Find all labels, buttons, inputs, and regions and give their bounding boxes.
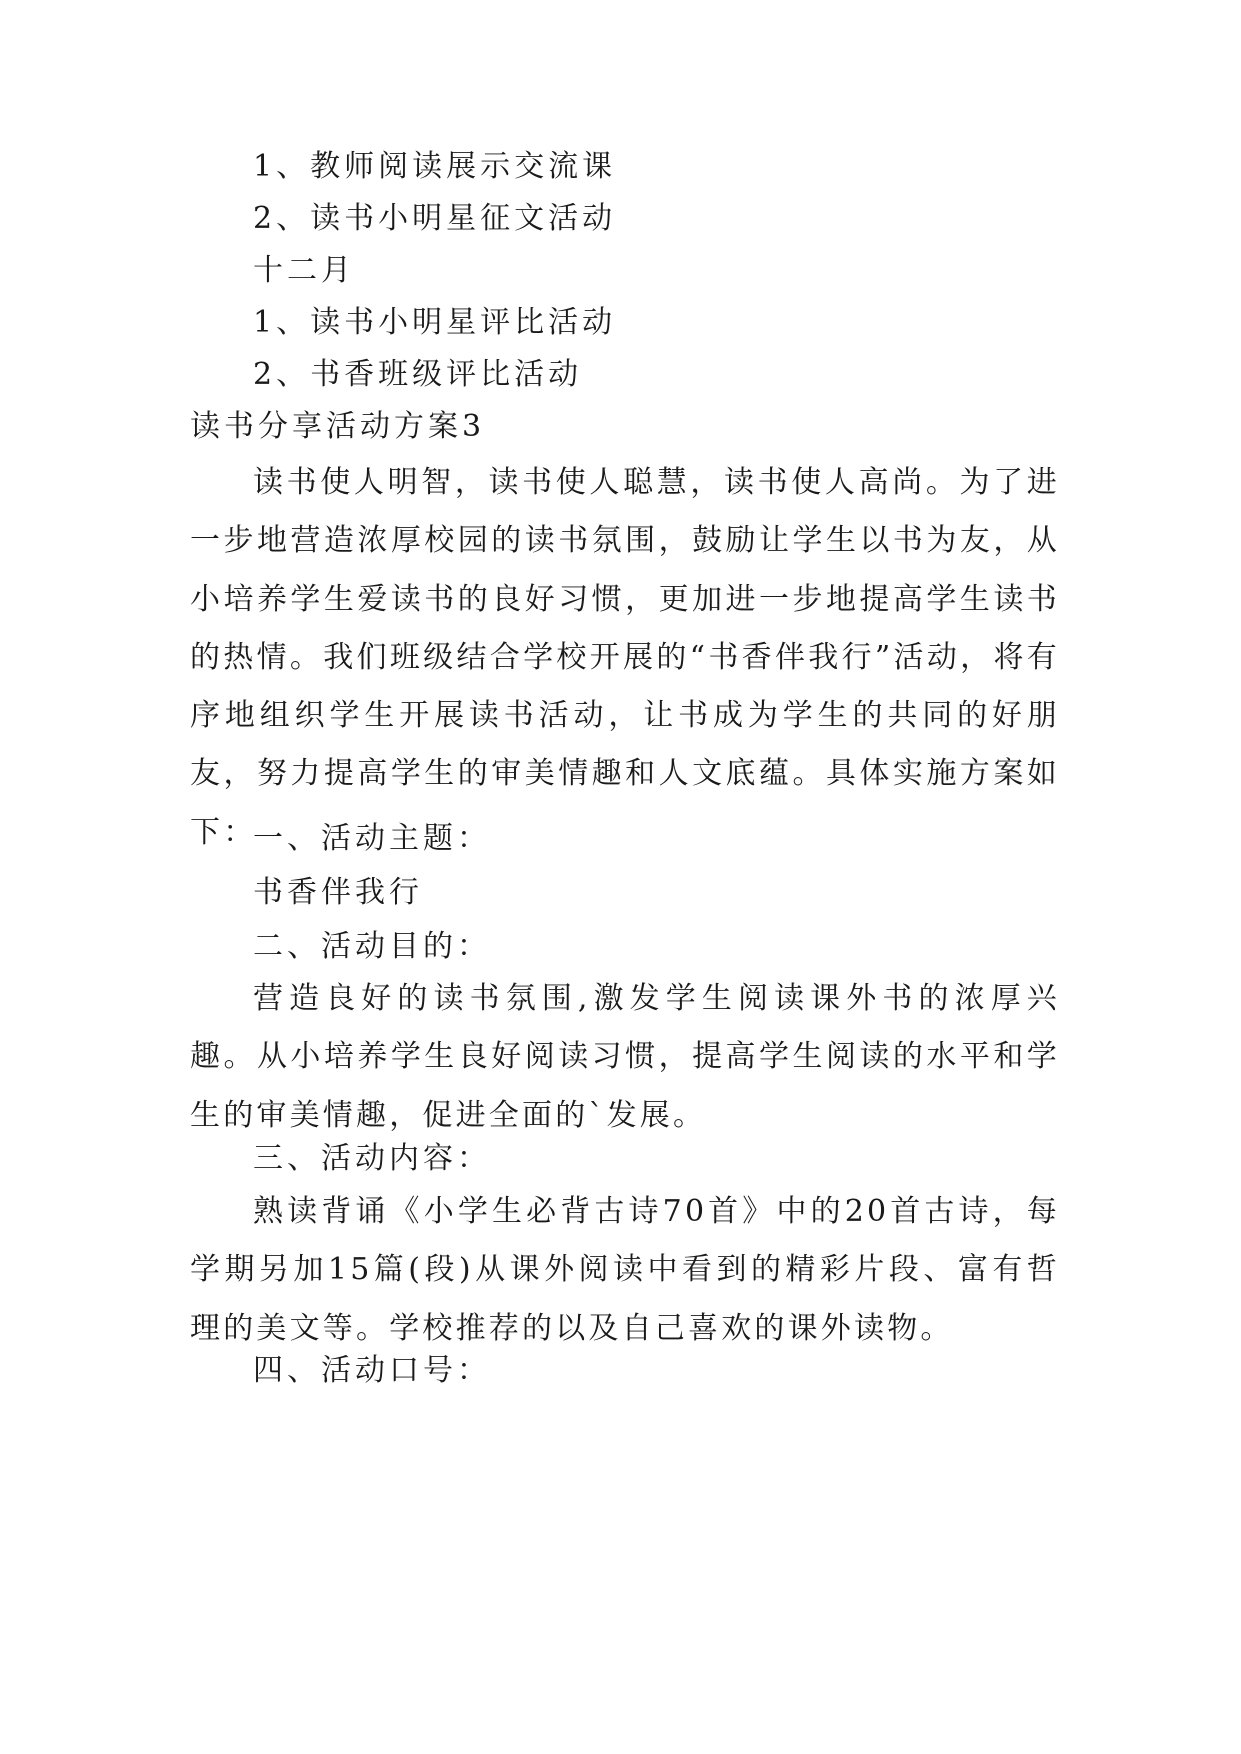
purpose-paragraph: 营造良好的读书氛围,激发学生阅读课外书的浓厚兴趣。从小培养学生良好阅读习惯，提高学生阅读的水平和学生的审美情趣，促进全面的`发展。 [190,981,1060,1133]
activity-item-class-award: 2、书香班级评比活动 [253,357,583,392]
section-title: 读书分享活动方案3 [190,409,486,444]
month-heading-december: 十二月 [253,253,355,288]
heading-purpose: 二、活动目的： [253,929,491,964]
heading-content: 三、活动内容： [253,1141,491,1176]
activity-item-star-reader-award: 1、读书小明星评比活动 [253,305,617,340]
theme-text: 书香伴我行 [253,875,423,910]
intro-paragraph: 读书使人明智，读书使人聪慧，读书使人高尚。为了进一步地营造浓厚校园的读书氛围，鼓励让学生以书为友，从小培养学生爱读书的良好习惯，更加进一步地提高学生读书的热情。我们班级结合学校开展的“书香伴我行”活动，将有序地组织学生开展读书活动，让书成为学生的共同的好朋友，努力提高学生的审美情趣和人文底蕴。具体实施方案如下： [190,465,1060,850]
heading-slogan: 四、活动口号： [253,1353,491,1388]
activity-item-essay-contest: 2、读书小明星征文活动 [253,201,617,236]
content-paragraph: 熟读背诵《小学生必背古诗70首》中的20首古诗，每学期另加15篇(段)从课外阅读中看到的精彩片段、富有哲理的美文等。学校推荐的以及自己喜欢的课外读物。 [190,1194,1060,1346]
heading-theme: 一、活动主题： [253,821,491,856]
activity-item-teacher-reading: 1、教师阅读展示交流课 [253,149,617,184]
